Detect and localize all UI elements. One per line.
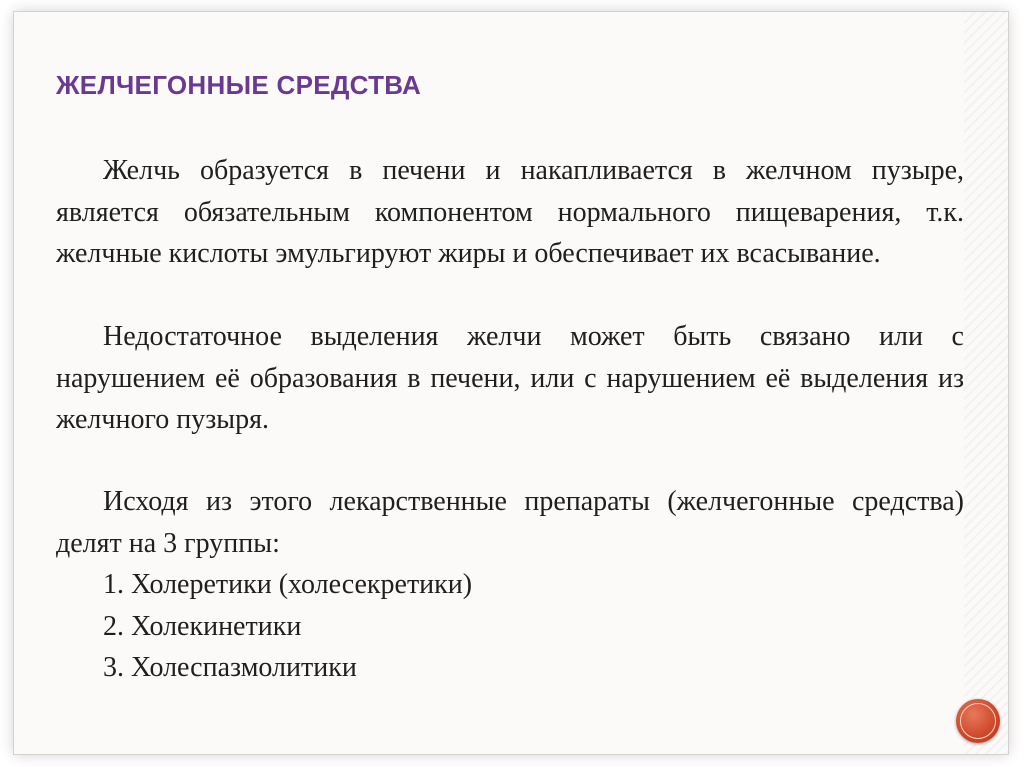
list-item: 1. Холеретики (холесекретики): [103, 569, 473, 600]
slide-title: ЖЕЛЧЕГОННЫЕ СРЕДСТВА: [56, 70, 422, 100]
paragraph-1: [56, 150, 964, 275]
circle-button-icon[interactable]: [956, 699, 1000, 743]
slide-decoration: [964, 12, 1008, 754]
paragraph-3: [56, 481, 964, 689]
paragraph-2: [56, 316, 964, 441]
paragraph-text: Исходя из этого лекарственные препараты (желчегонные средства) делят на 3 группы:: [56, 486, 964, 559]
list-item: 3. Холеспазмолитики: [103, 652, 357, 683]
list-item: 2. Холекинетики: [103, 610, 302, 642]
paragraph-text: Недостаточное выделения желчи может быть связано или с нарушением её образования в печени, или с нарушением её выделения из желчного пузыря.: [56, 321, 964, 435]
paragraph-text: Желчь образуется в печени и накапливается в желчном пузыре, является обязательным компонентом нормального пищеварения, т.к. желчные кислоты эмульгируют жиры и обеспечивает их всасывание.: [56, 155, 964, 269]
groups-list: [103, 564, 964, 689]
